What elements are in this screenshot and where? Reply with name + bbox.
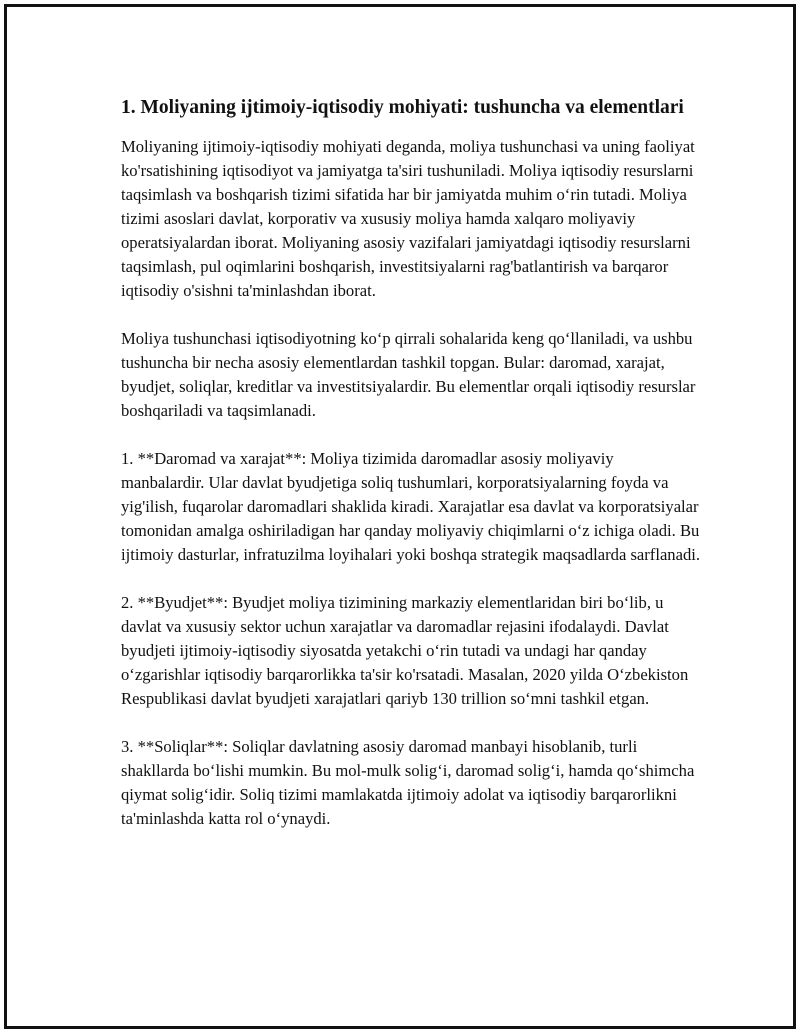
paragraph-taxes: 3. **Soliqlar**: Soliqlar davlatning asosiy daromad manbayi hisoblanib, turli shakllarda bo‘lishi mumkin. Bu mol-mulk solig‘i, daromad solig‘i, hamda qo‘shimcha qiymat solig‘idir. Soliq tizimi mamlakatda ijtimoiy adolat va iqtisodiy barqarorlikni ta'minlashda katta rol o‘ynaydi. [121, 737, 695, 828]
paragraph-income-expense: 1. **Daromad va xarajat**: Moliya tizimida daromadlar asosiy moliyaviy manbalardir. Ular davlat byudjetiga soliq tushumlari, korporatsiyalarning foyda va yig'ilish, fuqarolar daromadlari shaklida kiradi. Xarajatlar esa davlat va korporatsiyalar tomonidan amalga oshiriladigan har qanday moliyaviy chiqimlarni o‘z ichiga oladi. Bu ijtimoiy dasturlar, infratuzilma loyihalari yoki boshqa strategik maqsadlarda sarflanadi. [121, 449, 701, 564]
document-content [121, 95, 701, 855]
section-title: 1. Moliyaning ijtimoiy-iqtisodiy mohiyati: tushuncha va elementlari [121, 97, 684, 118]
paragraph-elements: Moliya tushunchasi iqtisodiyotning ko‘p qirrali sohalarida keng qo‘llaniladi, va ushbu tushuncha bir necha asosiy elementlardan tashkil topgan. Bular: daromad, xarajat, byudjet, soliqlar, kreditlar va investitsiyalardir. Bu elementlar orqali iqtisodiy resurslar boshqariladi va taqsimlanadi. [121, 329, 696, 420]
paragraph-budget: 2. **Byudjet**: Byudjet moliya tizimining markaziy elementlaridan biri bo‘lib, u davlat va xususiy sektor uchun xarajatlar va daromadlar rejasini ifodalaydi. Davlat byudjeti ijtimoiy-iqtisodiy siyosatda yetakchi o‘rin tutadi va undagi har qanday o‘zgarishlar iqtisodiy barqarorlikka ta'sir ko'rsatadi. Masalan, 2020 yilda O‘zbekiston Respublikasi davlat byudjeti xarajatlari qariyb 130 trillion so‘mni tashkil etgan. [121, 593, 689, 708]
document-page [4, 4, 796, 1029]
paragraph-intro: Moliyaning ijtimoiy-iqtisodiy mohiyati deganda, moliya tushunchasi va uning faoliyat ko'rsatishining iqtisodiyot va jamiyatga ta'siri tushuniladi. Moliya iqtisodiy resurslarni taqsimlash va boshqarish tizimi sifatida har bir jamiyatda muhim o‘rin tutadi. Moliya tizimi asoslari davlat, korporativ va xususiy moliya hamda xalqaro moliyaviy operatsiyalardan iborat. Moliyaning asosiy vazifalari jamiyatdagi iqtisodiy resurslarni taqsimlash, pul oqimlarini boshqarish, investitsiyalarni rag'batlantirish va barqaror iqtisodiy o'sishni ta'minlashdan iborat. [121, 137, 695, 300]
